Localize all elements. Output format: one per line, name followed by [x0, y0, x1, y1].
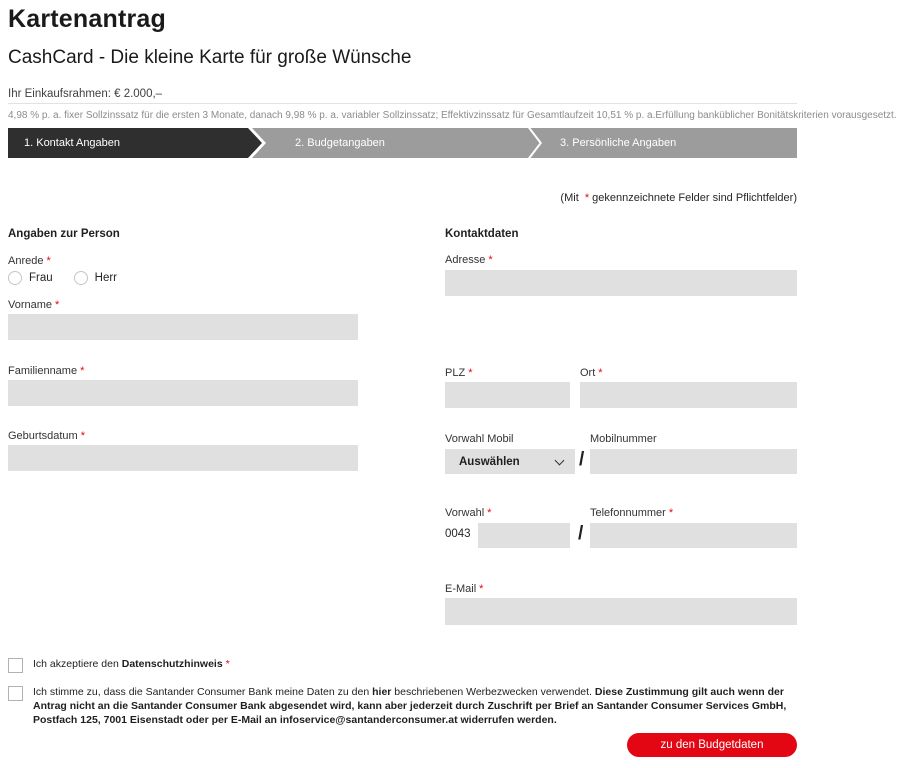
consent2-revocation-text: Diese Zustimmung gilt auch wenn der Antrag nicht an die Santander Consumer Bank abgesendet wird, kann aber jederzeit durch Zuschrift per Brief an Santander Consumer Services GmbH, Postfach 125, 7001 Eisenstadt oder per E-Mail an infoservice@santanderconsumer.at widerrufen werden. [33, 686, 787, 726]
mobilnummer-input[interactable] [590, 449, 797, 474]
interest-fine-print: 4,98 % p. a. fixer Sollzinssatz für die ersten 3 Monate, danach 9,98 % p. a. variabler Sollzinssatz; Effektivzinssatz für Gesamtlaufzeit 10,51 % p. a.Erfüllung banküblicher Bonitätskriterien vorausgesetzt. [8, 110, 897, 121]
vorwahl-mobil-select[interactable] [445, 449, 575, 474]
telefonnummer-input[interactable] [590, 523, 797, 548]
hier-link[interactable]: hier [372, 686, 392, 698]
plz-label [445, 367, 472, 379]
required-note-suffix: gekennzeichnete Felder sind Pflichtfelder) [592, 192, 797, 204]
stepper-step-2-label[interactable]: 2. Budgetangaben [295, 137, 385, 149]
werbung-consent-row [8, 686, 797, 728]
required-star: * [80, 365, 85, 377]
stepper-step-3-label[interactable]: 3. Persönliche Angaben [560, 137, 677, 149]
datenschutz-checkbox[interactable] [8, 658, 23, 673]
required-star: * [584, 192, 590, 204]
datenschutz-consent-row [8, 658, 797, 673]
telefon-slash-separator: / [578, 523, 584, 544]
stepper-step-1-label[interactable]: 1. Kontakt Angaben [24, 137, 121, 149]
werbung-checkbox[interactable] [8, 686, 23, 701]
familienname-input[interactable] [8, 380, 358, 406]
adresse-label [445, 254, 493, 266]
plz-label-text: PLZ [445, 367, 466, 379]
vorwahl-mobil-selected-value: Auswählen [459, 455, 520, 468]
vorname-label [8, 299, 59, 311]
familienname-label-text: Familienname [8, 365, 78, 377]
contact-section-heading: Kontaktdaten [445, 228, 519, 240]
geburtsdatum-label-text: Geburtsdatum [8, 430, 78, 442]
product-subtitle: CashCard - Die kleine Karte für große Wünsche [8, 47, 412, 68]
email-input[interactable] [445, 598, 797, 625]
radio-herr-label[interactable]: Herr [94, 272, 118, 284]
required-star: * [487, 507, 492, 519]
person-section-heading: Angaben zur Person [8, 228, 120, 240]
purchase-limit-text: Ihr Einkaufsrahmen: € 2.000,– [8, 88, 163, 100]
consent2-part1: Ich stimme zu, dass die Santander Consumer Bank meine Daten zu den [33, 686, 370, 698]
chevron-separator-icon [528, 128, 542, 158]
required-star: * [225, 658, 230, 670]
divider-line [8, 103, 797, 104]
vorwahl-label-text: Vorwahl [445, 507, 485, 519]
ort-label-text: Ort [580, 367, 596, 379]
vorwahl-input[interactable] [478, 523, 570, 548]
required-star: * [488, 254, 493, 266]
radio-frau[interactable] [8, 271, 22, 285]
geburtsdatum-input[interactable] [8, 445, 358, 471]
vorwahl-country-prefix: 0043 [445, 528, 471, 540]
consent2-part2: beschriebenen Werbezwecken verwendet. [394, 686, 592, 698]
adresse-label-text: Adresse [445, 254, 486, 266]
radio-herr[interactable] [74, 271, 88, 285]
required-star: * [468, 367, 473, 379]
ort-input[interactable] [580, 382, 797, 408]
required-fields-note [8, 192, 797, 204]
email-label [445, 583, 483, 595]
vorname-input[interactable] [8, 314, 358, 340]
required-star: * [46, 255, 51, 267]
anrede-label-text: Anrede [8, 255, 44, 267]
datenschutzhinweis-link[interactable]: Datenschutzhinweis [121, 658, 223, 670]
chevron-down-icon [555, 455, 565, 465]
vorwahl-label [445, 507, 491, 519]
consent1-prefix: Ich akzeptiere den [33, 658, 119, 670]
anrede-label [8, 255, 51, 267]
vorwahl-mobil-label: Vorwahl Mobil [445, 433, 514, 445]
email-label-text: E-Mail [445, 583, 477, 595]
ort-label [580, 367, 603, 379]
radio-frau-label[interactable]: Frau [29, 272, 53, 284]
anrede-radio-group [8, 271, 117, 285]
stepper [8, 128, 797, 158]
page-title: Kartenantrag [8, 5, 166, 33]
datenschutz-consent-text [33, 658, 230, 672]
mobil-slash-separator: / [579, 449, 585, 470]
required-star: * [668, 507, 674, 519]
required-star: * [55, 299, 60, 311]
vorname-label-text: Vorname [8, 299, 53, 311]
required-note-prefix: (Mit [560, 192, 579, 204]
familienname-label [8, 365, 84, 377]
adresse-input[interactable] [445, 270, 797, 296]
mobilnummer-label: Mobilnummer [590, 433, 657, 445]
telefonnummer-label [590, 507, 673, 519]
required-star: * [598, 367, 603, 379]
plz-input[interactable] [445, 382, 570, 408]
geburtsdatum-label [8, 430, 85, 442]
werbung-consent-text [33, 686, 797, 728]
telefonnummer-label-text: Telefonnummer [590, 507, 666, 519]
submit-budgetdaten-button[interactable]: zu den Budgetdaten [627, 733, 797, 757]
required-star: * [80, 430, 85, 442]
required-star: * [479, 583, 484, 595]
